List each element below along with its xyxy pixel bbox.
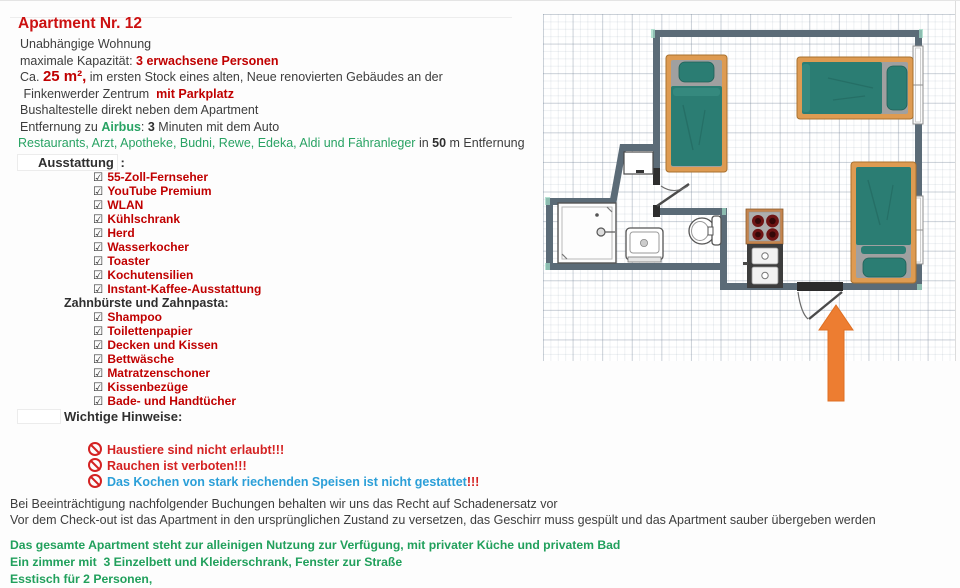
equipment-item: ☑ WLAN xyxy=(93,197,144,212)
checked-checkbox-icon: ☑ xyxy=(93,368,104,380)
equipment-item: ☑ YouTube Premium xyxy=(93,183,212,198)
warnings-block xyxy=(0,442,950,490)
checked-checkbox-icon: ☑ xyxy=(93,312,104,324)
capacity-value: 3 erwachsene Personen xyxy=(136,53,279,68)
apartment-type-line: Unabhängige Wohnung xyxy=(20,37,152,51)
checked-checkbox-icon: ☑ xyxy=(93,326,104,338)
toiletries-item: ☑ Toilettenpapier xyxy=(93,324,193,338)
distance-line: Entfernung zu Airbus: 3 Minuten mit dem Auto xyxy=(20,119,280,134)
single-bed-icon xyxy=(797,57,913,119)
terms-line: Vor dem Check-out ist das Apartment in den ursprünglichen Zustand zu versetzen, das Geschirr muss gespült und das Apartment sauber übergeben werden xyxy=(10,512,876,527)
equipment-item: ☑ Herd xyxy=(93,225,135,240)
toilet-icon xyxy=(689,216,721,245)
floor-plan xyxy=(543,0,960,420)
airline-name: Airbus xyxy=(101,119,141,134)
checked-checkbox-icon: ☑ xyxy=(93,255,104,268)
checked-checkbox-icon: ☑ xyxy=(93,354,104,366)
wardrobe-icon xyxy=(624,152,653,174)
size-line: Ca. 25 m², im ersten Stock eines alten, Neue renovierten Gebäudes an der xyxy=(20,68,443,85)
checked-checkbox-icon: ☑ xyxy=(93,269,104,282)
checked-checkbox-icon: ☑ xyxy=(93,213,104,226)
equipment-item: ☑ Kochutensilien xyxy=(93,267,194,282)
terms-block xyxy=(0,497,950,528)
parking-value: mit Parkplatz xyxy=(156,86,234,101)
shower-icon xyxy=(558,203,616,263)
bus-line: Bushaltestelle direkt neben dem Apartment xyxy=(20,103,259,117)
toiletries-item: ☑ Bade- und Handtücher xyxy=(93,394,236,408)
equipment-section-label: Ausstattung : xyxy=(18,155,950,170)
checked-checkbox-icon: ☑ xyxy=(93,227,104,240)
location-line: Finkenwerder Zentrum mit Parkplatz xyxy=(20,86,234,101)
no-entry-icon xyxy=(88,458,102,472)
equipment-item: ☑ Toaster xyxy=(93,253,150,268)
checked-checkbox-icon: ☑ xyxy=(93,283,104,296)
warning-no-pets: Haustiere sind nicht erlaubt!!! xyxy=(88,442,950,458)
equipment-item: ☑ Wasserkocher xyxy=(93,239,189,254)
checked-checkbox-icon: ☑ xyxy=(93,171,104,184)
no-entry-icon xyxy=(88,442,102,456)
feature-line: Ein zimmer mit 3 Einzelbett und Kleiderschrank, Fenster zur Straße xyxy=(10,555,403,569)
floor-plan-drawing xyxy=(543,0,960,420)
toiletries-item: ☑ Bettwäsche xyxy=(93,352,175,366)
stove-icon xyxy=(746,209,783,244)
nearby-line: Restaurants, Arzt, Apotheke, Budni, Rewe, Edeka, Aldi und Fähranleger in 50 m Entfernung xyxy=(18,136,525,150)
kitchen-cabinet-icon xyxy=(743,244,783,288)
single-bed-icon xyxy=(666,55,727,172)
notes-section-label: Wichtige Hinweise: xyxy=(18,409,950,424)
feature-line: Esstisch für 2 Personen, xyxy=(10,572,153,586)
checked-checkbox-icon: ☑ xyxy=(93,340,104,352)
checked-checkbox-icon: ☑ xyxy=(93,396,104,408)
single-bed-icon xyxy=(851,162,916,283)
features-block xyxy=(0,537,950,588)
page-title: Apartment Nr. 12 xyxy=(18,15,143,32)
toiletries-item: ☑ Decken und Kissen xyxy=(93,338,219,352)
toiletries-item: ☑ Shampoo xyxy=(93,310,162,324)
checked-checkbox-icon: ☑ xyxy=(93,199,104,212)
sink-icon xyxy=(626,228,663,262)
toiletries-item: ☑ Kissenbezüge xyxy=(93,380,189,394)
equipment-item: ☑ Kühlschrank xyxy=(93,211,180,226)
warning-no-smelly-cooking: Das Kochen von stark riechenden Speisen ist nicht gestattet!!! xyxy=(88,474,950,490)
entrance-arrow-icon xyxy=(819,305,853,401)
checked-checkbox-icon: ☑ xyxy=(93,185,104,198)
empty-cell xyxy=(18,410,60,423)
checked-checkbox-icon: ☑ xyxy=(93,241,104,254)
warning-no-smoking: Rauchen ist verboten!!! xyxy=(88,458,950,474)
no-entry-icon xyxy=(88,474,102,488)
checked-checkbox-icon: ☑ xyxy=(93,382,104,394)
equipment-item: ☑ Instant-Kaffee-Ausstattung xyxy=(93,281,262,296)
size-value: 25 m², xyxy=(42,68,87,85)
equipment-item: ☑ 55-Zoll-Fernseher xyxy=(93,169,209,184)
toiletries-section-label: Zahnbürste und Zahnpasta: xyxy=(64,295,229,310)
window-icon xyxy=(913,46,923,124)
capacity-line: maximale Kapazität: 3 erwachsene Personen xyxy=(20,53,279,68)
toiletries-item: ☑ Matratzenschoner xyxy=(93,366,211,380)
terms-line: Bei Beeinträchtigung nachfolgender Buchungen behalten wir uns das Recht auf Schadenersatz vor xyxy=(10,497,558,511)
feature-line: Das gesamte Apartment steht zur alleinigen Nutzung zur Verfügung, mit privater Küche und privatem Bad xyxy=(10,538,621,552)
